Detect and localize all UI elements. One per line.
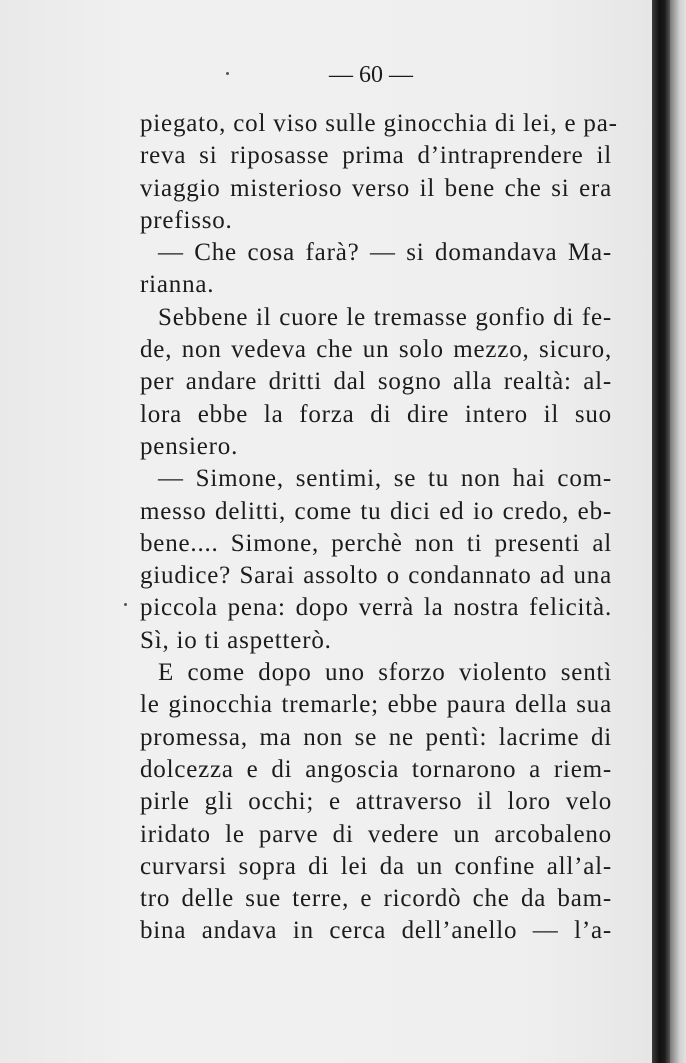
text-line: Sì, io ti aspetterò. [140, 626, 332, 654]
page-number: — 60 — [329, 62, 413, 88]
text-line: dolcezza e di angoscia tornarono a riem- [140, 755, 612, 783]
text-line: E come dopo uno sforzo violento sentì [158, 659, 612, 687]
text-line: bene.... Simone, perchè non ti presenti al [140, 529, 612, 557]
text-line: pirle gli occhi; e attraverso il loro velo [140, 788, 612, 816]
page-edge [670, 0, 686, 1063]
body-text [140, 108, 618, 948]
text-line: piegato, col viso sulle ginocchia di lei, e pa- [140, 110, 618, 137]
text-line: le ginocchia tremarle; ebbe paura della sua [140, 691, 612, 719]
text-line: messo delitti, come tu dici ed io credo, eb- [140, 497, 612, 525]
text-line: per andare dritti dal sogno alla realtà: al- [140, 368, 612, 396]
text-line: — Simone, sentimi, se tu non hai com- [158, 465, 612, 493]
text-line: viaggio misterioso verso il bene che si era [140, 174, 612, 202]
text-line: lora ebbe la forza di dire intero il suo [140, 400, 612, 428]
text-line: prefisso. [140, 206, 233, 234]
text-line: curvarsi sopra di lei da un confine all’al- [140, 852, 612, 880]
text-line: bina andava in cerca dell’anello — l’a- [140, 917, 612, 945]
book-spine-shadow [652, 0, 670, 1063]
print-speck [226, 72, 229, 75]
text-line: reva si riposasse prima d’intraprendere il [140, 142, 612, 170]
text-line: Sebbene il cuore le tremasse gonfio di fe- [158, 303, 612, 331]
text-line: giudice? Sarai assolto o condannato ad una [140, 562, 612, 590]
text-line: tro delle sue terre, e ricordò che da bam- [140, 885, 612, 913]
print-speck [124, 603, 127, 606]
text-line: — Che cosa farà? — si domandava Ma- [158, 239, 612, 267]
text-line: piccola pena: dopo verrà la nostra felicità. [140, 594, 612, 622]
text-line: promessa, ma non se ne pentì: lacrime di [140, 723, 612, 751]
text-line: pensiero. [140, 432, 239, 460]
text-line: iridato le parve di vedere un arcobaleno [140, 820, 612, 848]
text-line: rianna. [140, 271, 215, 299]
text-line: de, non vedeva che un solo mezzo, sicuro, [140, 336, 612, 364]
